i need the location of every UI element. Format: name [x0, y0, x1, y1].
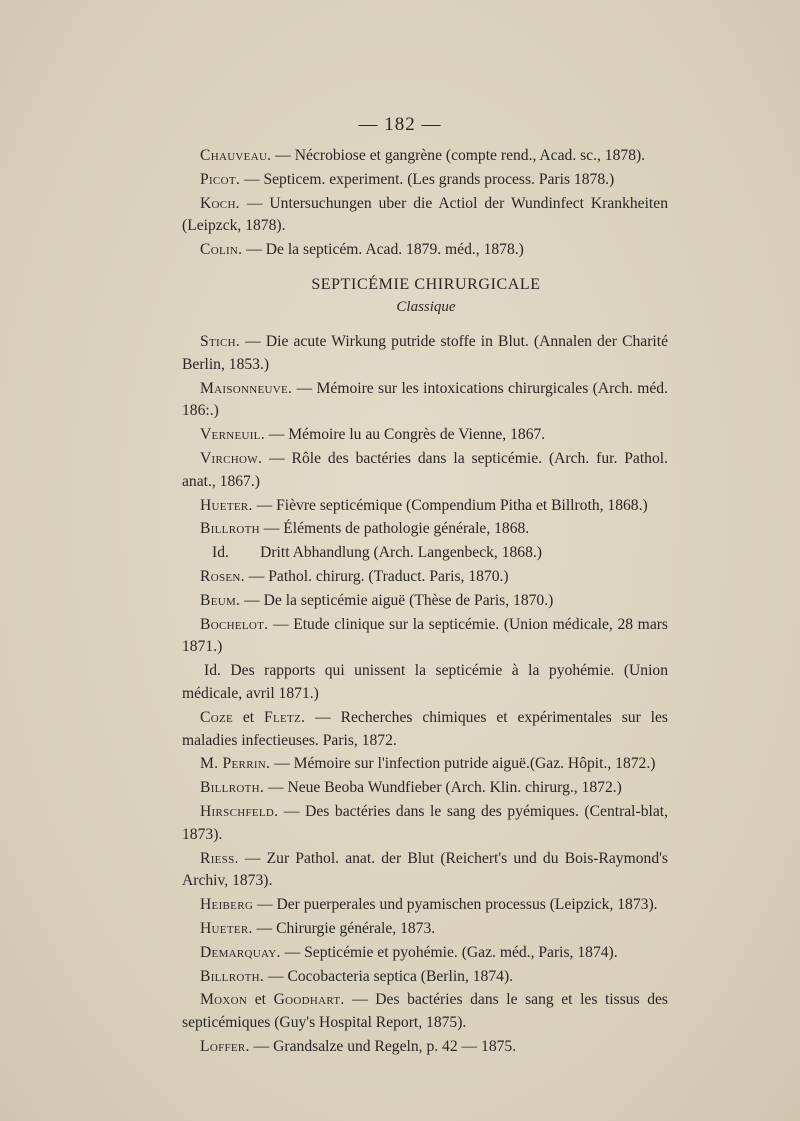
author-name: Koch.	[200, 194, 240, 212]
entry-text: et	[232, 708, 264, 726]
entry-text: — De la septicémie aiguë (Thèse de Paris, 1870.)	[240, 591, 554, 609]
author-name: Goodhart.	[273, 991, 345, 1009]
section-subtitle: Classique	[396, 299, 456, 315]
bib-entry	[182, 590, 668, 613]
bib-entry	[182, 424, 668, 447]
entry-text: — Recherches chimiques et expérimentales sur les maladies infectieuses. Paris, 1872.	[182, 708, 668, 749]
bib-entry	[182, 707, 668, 753]
author-name: Verneuil.	[200, 426, 265, 444]
author-name: Moxon	[200, 991, 248, 1009]
bib-entry	[182, 193, 668, 239]
entry-text: — Neue Beoba Wundfieber (Arch. Klin. chirurg., 1872.)	[264, 779, 622, 797]
entry-text: — Die acute Wirkung putride stoffe in Blut. (Annalen der Charité Berlin, 1853.)	[182, 333, 668, 373]
author-name: Beum.	[200, 591, 241, 609]
author-name: Chauveau.	[200, 147, 272, 164]
bib-entry	[182, 848, 668, 894]
entry-text: — Des bactéries dans le sang des pyémiques. (Central-blat, 1873).	[182, 802, 668, 843]
bib-entry	[182, 966, 668, 989]
entry-text: — Éléments de pathologie générale, 1868.	[259, 520, 530, 538]
author-name: M. Perrin.	[200, 755, 271, 773]
entry-text: — Fièvre septicémique (Compendium Pitha et Billroth, 1868.)	[252, 496, 648, 514]
entry-text: Id. Des rapports qui unissent la septicémie à la pyohémie. (Union médicale, avril 1871.)	[182, 662, 668, 702]
entry-text: — Cocobacteria septica (Berlin, 1874).	[264, 967, 514, 985]
entry-text: — Mémoire lu au Congrès de Vienne, 1867.	[264, 426, 546, 444]
entry-text: Id. Dritt Abhandlung (Arch. Langenbeck, 1868.)	[212, 544, 542, 562]
entry-text: — Nécrobiose et gangrène (compte rend., Acad. sc., 1878).	[271, 147, 646, 164]
top-bibliography	[182, 145, 668, 263]
page-number: — 182 —	[358, 114, 442, 135]
author-name: Loffer.	[200, 1037, 250, 1055]
entry-text: — Der puerperales und pyamischen processus (Leipzick, 1873).	[253, 896, 658, 914]
entry-text: — Mémoire sur les intoxications chirurgicales (Arch. méd. 186:.)	[182, 379, 668, 420]
author-name: Heiberg	[200, 896, 254, 914]
entry-text: — De la septicém. Acad. 1879. méd., 1878.)	[242, 241, 524, 259]
entry-text: — Des bactéries dans le sang et les tissus des septicémiques (Guy's Hospital Report, 1875).	[182, 991, 668, 1032]
bib-entry	[182, 777, 668, 800]
author-name: Billroth.	[200, 779, 265, 797]
author-name: Fletz.	[264, 708, 306, 726]
bib-entry	[182, 169, 668, 192]
author-name: Bochelot.	[200, 615, 269, 633]
bib-entry	[182, 753, 668, 776]
entry-text: — Zur Pathol. anat. der Blut (Reichert's und du Bois-Raymond's Archiv, 1873).	[182, 849, 668, 890]
author-name: Demarquay.	[200, 943, 281, 961]
author-name: Coze	[200, 708, 233, 726]
entry-text: — Grandsalze und Regeln, p. 42 — 1875.	[249, 1037, 517, 1055]
author-name: Hueter.	[200, 496, 253, 514]
bib-entry	[182, 894, 668, 917]
section-title: SEPTICÉMIE CHIRURGICALE	[311, 276, 541, 293]
entry-text: — Etude clinique sur la septicémie. (Union médicale, 28 mars 1871.)	[182, 615, 668, 656]
bib-entry	[182, 660, 668, 706]
entry-text: — Mémoire sur l'infection putride aiguë.(Gaz. Hôpit., 1872.)	[270, 755, 656, 773]
author-name: Hirschfeld.	[200, 802, 279, 820]
author-name: Virchow.	[200, 449, 263, 467]
author-name: Colin.	[200, 241, 243, 259]
entry-text: — Rôle des bactéries dans la septicémie. (Arch. fur. Pathol. anat., 1867.)	[182, 449, 668, 490]
main-bibliography	[182, 331, 668, 1060]
author-name: Billroth.	[200, 967, 265, 985]
bib-entry	[182, 566, 668, 589]
bib-entry	[182, 331, 668, 377]
bib-entry	[182, 448, 668, 494]
bib-entry	[182, 542, 668, 565]
bib-entry	[182, 989, 668, 1035]
entry-text: — Chirurgie générale, 1873.	[252, 919, 436, 937]
bib-entry	[182, 518, 668, 541]
bib-entry	[182, 378, 668, 424]
author-name: Picot.	[200, 170, 241, 188]
author-name: Hueter.	[200, 919, 253, 937]
author-name: Riess.	[200, 849, 239, 867]
bib-entry	[182, 239, 668, 262]
author-name: Billroth	[200, 520, 260, 538]
bib-entry	[182, 801, 668, 847]
bib-entry	[182, 1036, 668, 1059]
bib-entry	[182, 145, 668, 168]
entry-text: — Septicémie et pyohémie. (Gaz. méd., Paris, 1874).	[280, 943, 618, 961]
bib-entry	[182, 614, 668, 660]
entry-text: et	[247, 991, 274, 1009]
entry-text: — Untersuchungen uber die Actiol der Wundinfect Krankheiten (Leipzck, 1878).	[182, 194, 668, 235]
author-name: Rosen.	[200, 567, 245, 585]
author-name: Maisonneuve.	[200, 379, 293, 397]
author-name: Stich.	[200, 333, 241, 350]
bib-entry	[182, 918, 668, 941]
entry-text: — Septicem. experiment. (Les grands process. Paris 1878.)	[240, 170, 615, 188]
bib-entry	[182, 495, 668, 518]
bib-entry	[182, 942, 668, 965]
entry-text: — Pathol. chirurg. (Traduct. Paris, 1870.)	[244, 567, 509, 585]
